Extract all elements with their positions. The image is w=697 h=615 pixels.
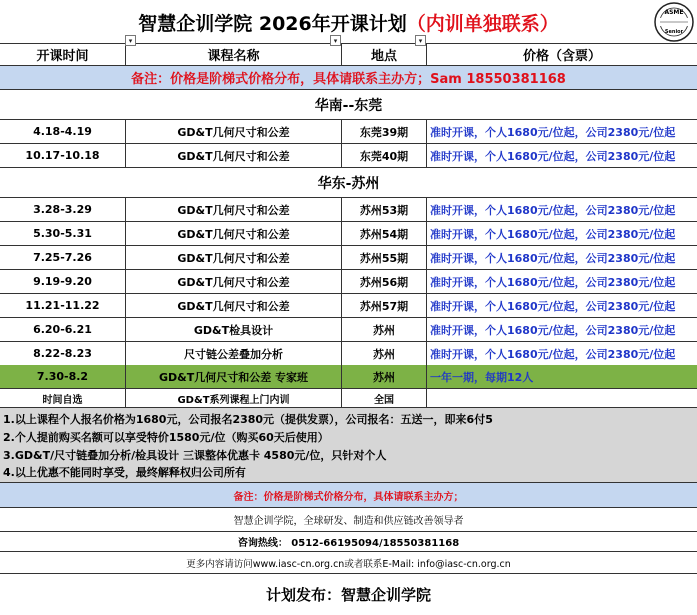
filter-dropdown-icon[interactable]: ▾ [415,35,426,46]
asme-logo-icon [653,1,695,43]
title-highlight: （内训单独联系） [406,12,559,35]
note-1: 1.以上课程个人报名价格为1680元，公司报名2380元（提供发票），公司报名：五送一，即来6付5 [3,413,493,426]
cell-time: 7.30-8.2 [36,370,89,383]
cell-price: 准时开课，个人1680元/位起，公司2380元/位起 [426,270,697,293]
cell-price: 准时开课，个人1680元/位起，公司2380元/位起 [426,294,697,317]
remark-bottom-row [0,483,697,508]
logo-bottom-text: Senior [664,29,684,35]
course-row [0,342,697,366]
course-row [0,294,697,318]
header-time: 开课时间 [36,49,89,64]
cell-course: GD&T几何尺寸和公差 [125,294,341,317]
footer-intro-row [0,508,697,532]
cell-course: GD&T几何尺寸和公差 [125,198,341,221]
cell-time: 时间自选 [42,394,83,406]
cell-price: 准时开课，个人1680元/位起，公司2380元/位起 [426,144,697,167]
footer-intro: 智慧企训学院，全球研发、制造和供应链改善领导者 [233,516,464,527]
cell-time: 6.20-6.21 [33,323,92,336]
cell-place: 苏州 [341,342,426,365]
filter-dropdown-icon[interactable]: ▾ [330,35,341,46]
cell-course: 尺寸链公差叠加分析 [125,342,341,365]
cell-time: 8.22-8.23 [33,347,92,360]
filter-dropdown-icon[interactable]: ▾ [125,35,136,46]
note-2: 2.个人提前购买名额可以享受特价1580元/位（购买60天后使用） [3,431,329,444]
footer-web-row [0,552,697,574]
cell-time: 7.25-7.26 [33,251,92,264]
course-row [0,270,697,294]
cell-course: GD&T几何尺寸和公差 [125,222,341,245]
cell-place: 苏州54期 [341,222,426,245]
cell-place: 苏州53期 [341,198,426,221]
cell-course: GD&T系列课程上门内训 [125,389,341,407]
special-course-row [0,365,697,389]
course-row [0,246,697,270]
cell-time: 11.21-11.22 [25,299,100,312]
header-place: 地点 [341,44,426,65]
cell-price: 准时开课，个人1680元/位起，公司2380元/位起 [426,342,697,365]
remark-top: 备注：价格是阶梯式价格分布，具体请联系主办方；Sam 18550381168 [131,72,566,87]
page-title [0,0,697,44]
cell-time: 9.19-9.20 [33,275,92,288]
cell-place: 苏州56期 [341,270,426,293]
cell-place: 苏州55期 [341,246,426,269]
cell-course: GD&T几何尺寸和公差 [125,144,341,167]
footer-publisher-row [0,574,697,615]
cell-course: GD&T几何尺寸和公差 [125,246,341,269]
course-row [0,198,697,222]
course-row [0,222,697,246]
header-price: 价格（含票） [426,44,697,65]
note-4: 4.以上优惠不能同时享受，最终解释权归公司所有 [3,466,246,479]
cell-time: 3.28-3.29 [33,203,92,216]
region-title-east: 华东-苏州 [317,175,380,192]
cell-price: 准时开课，个人1680元/位起，公司2380元/位起 [426,318,697,341]
notes-block [0,408,697,483]
remark-top-row [0,66,697,90]
cell-price [426,389,697,407]
cell-place: 东莞40期 [341,144,426,167]
footer-hotline: 咨询热线： 0512-66195094/18550381168 [237,538,460,549]
header-row [0,36,697,66]
cell-time: 4.18-4.19 [33,125,92,138]
logo-top-text: ASME [664,9,684,16]
cell-course: GD&T几何尺寸和公差 专家班 [125,365,341,388]
cell-course: GD&T几何尺寸和公差 [125,120,341,143]
region-row-east [0,168,697,198]
cell-price: 一年一期，每期12人 [426,365,697,388]
footer-publisher: 计划发布：智慧企训学院 [265,586,431,604]
cell-price: 准时开课，个人1680元/位起，公司2380元/位起 [426,198,697,221]
cell-price: 准时开课，个人1680元/位起，公司2380元/位起 [426,222,697,245]
custom-course-row [0,389,697,408]
cell-place: 苏州57期 [341,294,426,317]
cell-place: 苏州 [341,365,426,388]
course-row [0,120,697,144]
header-course: 课程名称 [125,44,341,65]
cell-place: 全国 [341,389,426,407]
cell-time: 10.17-10.18 [25,149,100,162]
cell-price: 准时开课，个人1680元/位起，公司2380元/位起 [426,246,697,269]
cell-course: GD&T检具设计 [125,318,341,341]
cell-place: 苏州 [341,318,426,341]
cell-time: 5.30-5.31 [33,227,92,240]
footer-hotline-row [0,532,697,552]
title-row [0,0,697,44]
course-row [0,144,697,168]
note-3: 3.GD&T/尺寸链叠加分析/检具设计 三课整体优惠卡 4580元/位，只针对个人 [3,449,387,462]
remark-bottom: 备注：价格是阶梯式价格分布，具体请联系主办方； [233,491,464,503]
cell-place: 东莞39期 [341,120,426,143]
cell-price: 准时开课，个人1680元/位起，公司2380元/位起 [426,120,697,143]
footer-web: 更多内容请访问www.iasc-cn.org.cn或者联系E-Mail: info@iasc-cn.org.cn [186,558,511,570]
course-row [0,318,697,342]
region-title-south: 华南--东莞 [314,97,383,114]
region-row-south [0,90,697,120]
cell-course: GD&T几何尺寸和公差 [125,270,341,293]
title-main: 智慧企训学院 2026年开课计划 [138,12,407,35]
